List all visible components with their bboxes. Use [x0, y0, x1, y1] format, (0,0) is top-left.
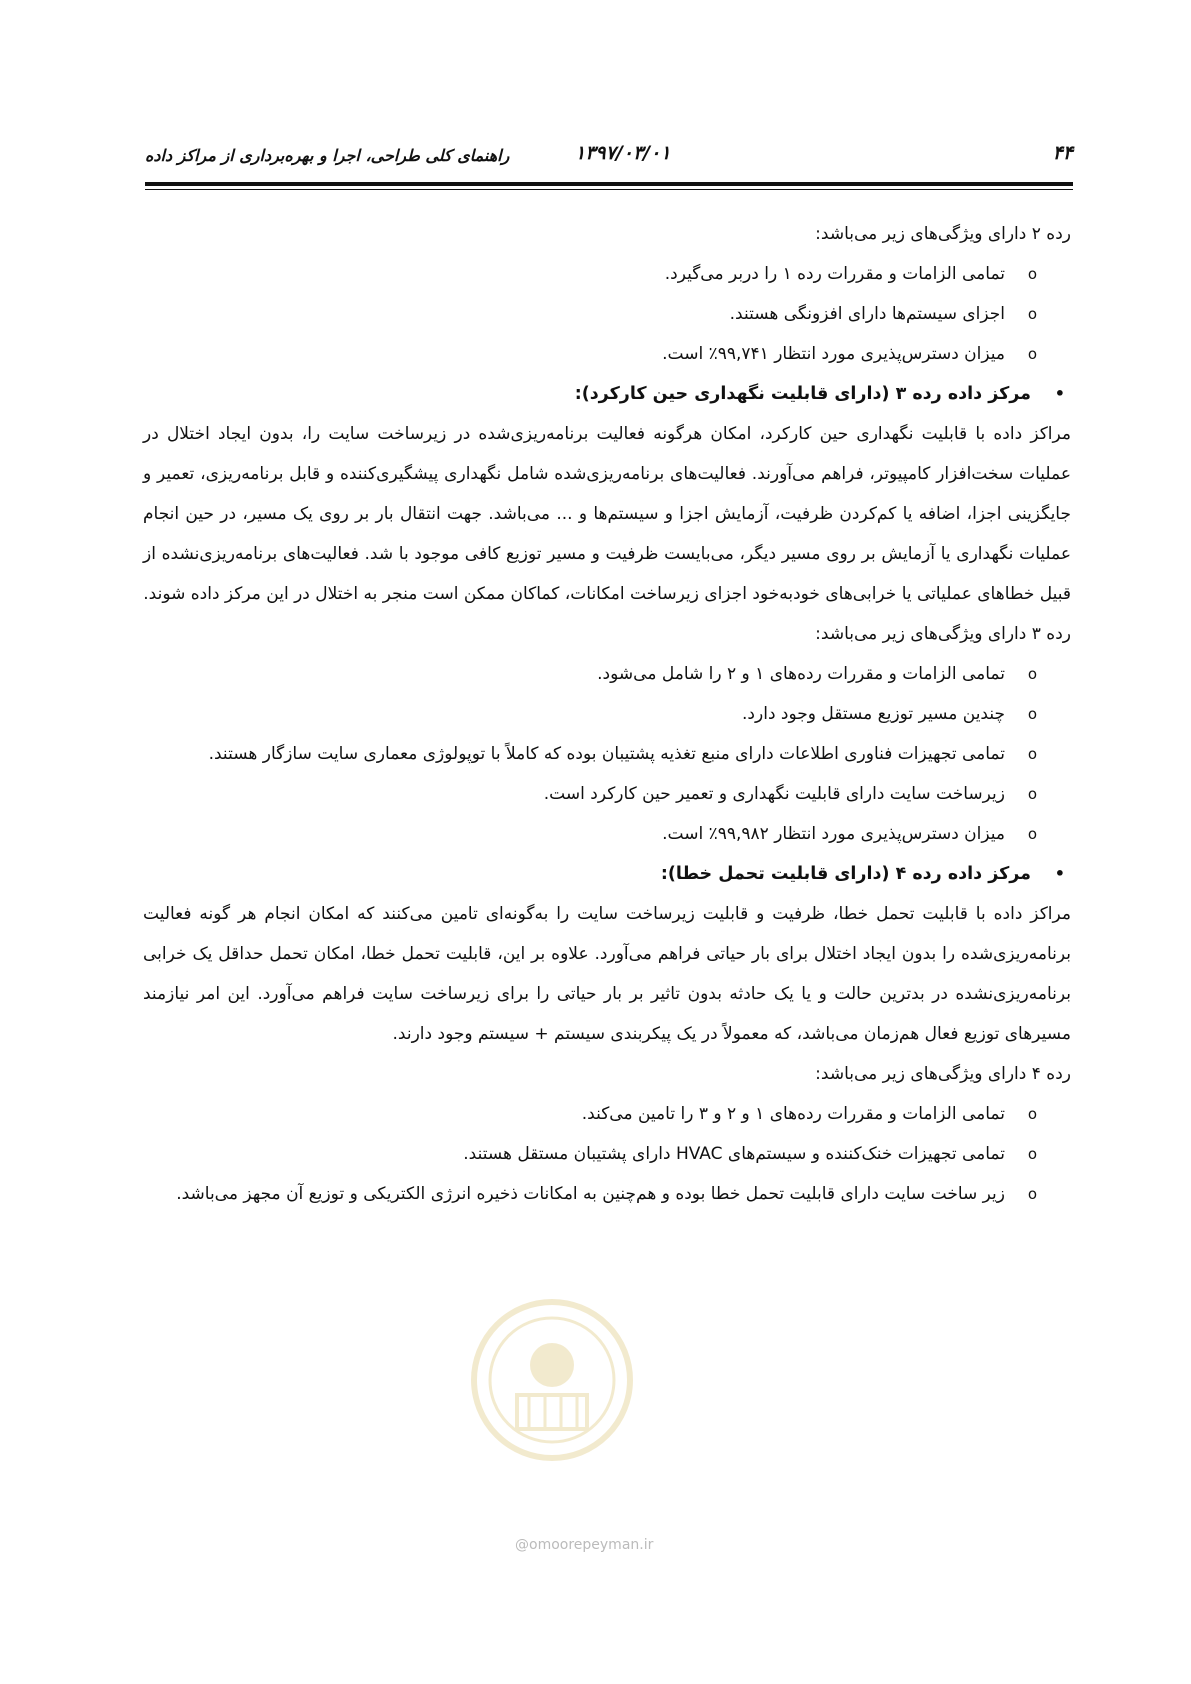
circle-bullet-icon: o — [1027, 305, 1037, 323]
tier4-paragraph: مراکز داده با قابلیت تحمل خطا، ظرفیت و قابلیت زیرساخت سایت را به‌گونه‌ای تامین می‌کنند که امکان انجام هر گونه فعالیت برنامه‌ریزی‌شده را بدون ایجاد اختلال برای بار حیاتی فراهم می‌آورد. علاوه بر این، قابلیت تحمل خطا، امکان تحمل حداقل یک خرابی برنامه‌ریزی‌نشده در بدترین حالت و یا یک حادثه بدون تاثیر بر بار حیاتی را برای زیرساخت سایت فراهم می‌آورد. این امر نیازمند مسیرهای توزیع فعال هم‌زمان می‌باشد، که معمولاً در یک پیکربندی سیستم + سیستم وجود دارند. — [143, 904, 1071, 1044]
circle-bullet-icon: o — [1027, 345, 1037, 363]
list-item-text: میزان دسترس‌پذیری مورد انتظار ۹۹,۷۴۱٪ است. — [662, 344, 1005, 364]
circle-bullet-icon: o — [1027, 265, 1037, 283]
list-item-text: اجزای سیستم‌ها دارای افزونگی هستند. — [729, 304, 1005, 324]
list-item — [143, 334, 1071, 374]
tier3-paragraph: مراکز داده با قابلیت نگهداری حین کارکرد، امکان هرگونه فعالیت برنامه‌ریزی‌شده در زیرساخت سایت را، بدون ایجاد اختلال در عملیات سخت‌افزار کامپیوتر، فراهم می‌آورند. فعالیت‌های برنامه‌ریزی‌شده شامل نگهداری پیشگیری‌کننده و قابل برنامه‌ریزی، تعمیر و جایگزینی اجزا، اضافه یا کم‌کردن ظرفیت، آزمایش اجزا و سیستم‌ها و ... می‌باشد. جهت انتقال بار بر روی یک مسیر، در حین انجام عملیات نگهداری یا آزمایش بر روی مسیر دیگر، می‌بایست ظرفیت و مسیر توزیع کافی موجود با شد. فعالیت‌های برنامه‌ریزی‌نشده از قبیل خطاهای عملیاتی یا خرابی‌های خودبه‌خود اجزای زیرساخت امکانات، کماکان ممکن است منجر به اختلال در این مرکز داده شوند. — [143, 424, 1071, 604]
list-item — [143, 294, 1071, 334]
list-item — [143, 1174, 1071, 1214]
list-item-text: زیرساخت سایت دارای قابلیت نگهداری و تعمیر حین کارکرد است. — [543, 784, 1005, 804]
circle-bullet-icon: o — [1027, 1185, 1037, 1203]
document-title: راهنمای کلی طراحی، اجرا و بهره‌برداری از مراکز داده — [145, 146, 510, 165]
tier4-intro: رده ۴ دارای ویژگی‌های زیر می‌باشد: — [815, 1064, 1071, 1084]
circle-bullet-icon: o — [1027, 665, 1037, 683]
circle-bullet-icon: o — [1027, 1145, 1037, 1163]
list-item-text: تمامی الزامات و مقررات رده‌های ۱ و ۲ و ۳ را تامین می‌کند. — [581, 1104, 1005, 1124]
bullet-icon: • — [1054, 384, 1065, 403]
watermark-text: @omoorepeyman.ir — [515, 1537, 654, 1553]
list-item-text: زیر ساخت سایت دارای قابلیت تحمل خطا بوده و هم‌چنین به امکانات ذخیره انرژی الکتریکی و توزیع آن مجهز می‌باشد. — [176, 1184, 1005, 1204]
list-item-text: تمامی تجهیزات خنک‌کننده و سیستم‌های HVAC دارای پشتیبان مستقل هستند. — [463, 1144, 1005, 1164]
list-item — [143, 1094, 1071, 1134]
circle-bullet-icon: o — [1027, 745, 1037, 763]
tier3-intro: رده ۳ دارای ویژگی‌های زیر می‌باشد: — [815, 624, 1071, 644]
list-item — [143, 654, 1071, 694]
list-item-text: چندین مسیر توزیع مستقل وجود دارد. — [742, 704, 1005, 724]
list-item — [143, 814, 1071, 854]
list-item — [143, 694, 1071, 734]
list-item-text: تمامی الزامات و مقررات رده ۱ را دربر می‌گیرد. — [664, 264, 1005, 284]
bullet-icon: • — [1054, 864, 1065, 883]
circle-bullet-icon: o — [1027, 785, 1037, 803]
list-item-text: تمامی الزامات و مقررات رده‌های ۱ و ۲ را شامل می‌شود. — [597, 664, 1005, 684]
tier4-heading — [143, 854, 1071, 894]
list-item — [143, 734, 1071, 774]
list-item-text: تمامی تجهیزات فناوری اطلاعات دارای منبع تغذیه پشتیبان بوده که کاملاً با توپولوژی معماری سایت سازگار هستند. — [208, 744, 1005, 764]
document-date: ۱۳۹۷/۰۳/۰۱ — [575, 142, 671, 164]
tier2-intro: رده ۲ دارای ویژگی‌های زیر می‌باشد: — [815, 224, 1071, 244]
tier4-heading-text: مرکز داده رده ۴ (دارای قابلیت تحمل خطا): — [660, 864, 1031, 884]
page-number: ۴۴ — [1052, 142, 1073, 164]
list-item — [143, 774, 1071, 814]
page-body — [143, 214, 1071, 1214]
list-item-text: میزان دسترس‌پذیری مورد انتظار ۹۹,۹۸۲٪ است. — [662, 824, 1005, 844]
page-header — [145, 142, 1073, 176]
header-rule-thick — [145, 182, 1073, 186]
header-rule-thin — [145, 189, 1073, 190]
tier3-heading-text: مرکز داده رده ۳ (دارای قابلیت نگهداری حین کارکرد): — [574, 384, 1031, 404]
list-item — [143, 1134, 1071, 1174]
circle-bullet-icon: o — [1027, 705, 1037, 723]
tier3-heading — [143, 374, 1071, 414]
watermark-logo-icon — [467, 1295, 637, 1465]
list-item — [143, 254, 1071, 294]
circle-bullet-icon: o — [1027, 1105, 1037, 1123]
circle-bullet-icon: o — [1027, 825, 1037, 843]
